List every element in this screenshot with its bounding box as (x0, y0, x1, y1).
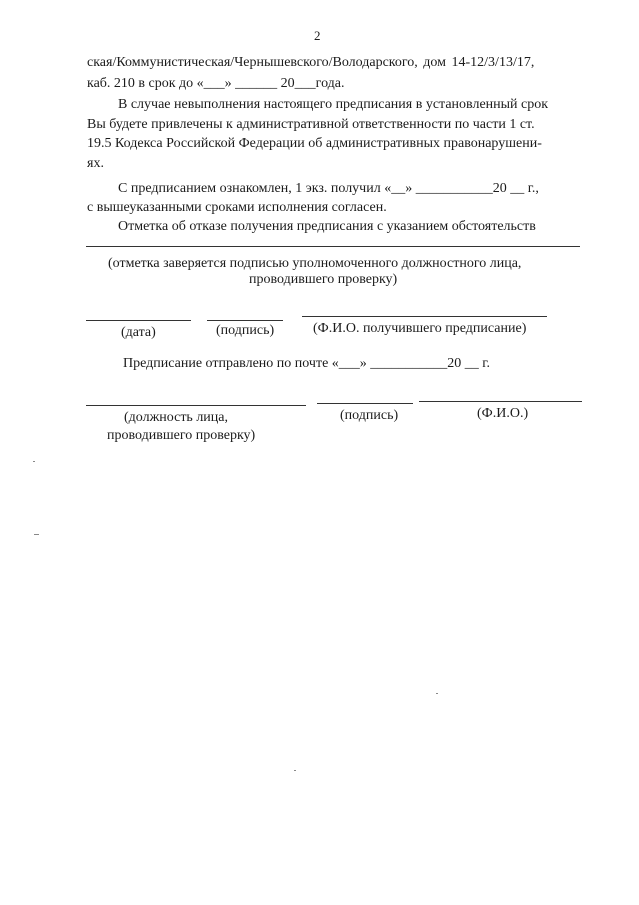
text-line-deadline: каб. 210 в срок до «___» ______ 20___года. (87, 76, 345, 91)
page-number: 2 (314, 28, 321, 43)
scan-speck (34, 534, 39, 535)
text-line-refusal-note: Отметка об отказе получения предписания с указанием обстоятельств (118, 219, 536, 234)
caption-certified-line-1: (отметка заверяется подписью уполномоченного должностного лица, (108, 256, 522, 271)
signature-line-fio (302, 316, 547, 317)
text-line-warning-3: 19.5 Кодекса Российской Федерации об административных правонарушени- (87, 136, 542, 151)
text-line-agreed: с вышеуказанными сроками исполнения согласен. (87, 200, 387, 215)
text-line-warning-2: Вы будете привлечены к административной ответственности по части 1 ст. (87, 117, 535, 132)
inspector-fio-label: (Ф.И.О.) (477, 406, 529, 421)
signature-line-signature (207, 320, 283, 321)
signature-line-signature-2 (317, 403, 413, 404)
signature-label: (подпись) (216, 323, 275, 338)
caption-certified-line-2: проводившего проверку) (249, 272, 398, 287)
signature-line-date (86, 320, 191, 321)
signature-label-2: (подпись) (340, 408, 399, 423)
text-line-warning-1: В случае невыполнения настоящего предписания в установленный срок (118, 97, 549, 112)
scan-speck (294, 770, 296, 771)
refusal-underline (86, 246, 580, 247)
text-line-address: ская/Коммунистическая/Чернышевского/Володарского, дом 14-12/3/13/17, (87, 55, 535, 70)
position-label-line-2: проводившего проверку) (107, 428, 256, 443)
signature-line-fio-2 (419, 401, 582, 402)
text-line-acknowledged: С предписанием ознакомлен, 1 экз. получил «__» ___________20 __ г., (118, 181, 539, 196)
signature-line-position (86, 405, 306, 406)
scan-speck (33, 461, 35, 462)
text-line-warning-4: ях. (87, 156, 104, 171)
recipient-fio-label: (Ф.И.О. получившего предписание) (313, 321, 527, 336)
scan-speck (436, 693, 438, 694)
position-label-line-1: (должность лица, (124, 410, 229, 425)
date-label: (дата) (121, 325, 156, 340)
mail-sent-line: Предписание отправлено по почте «___» ___________20 __ г. (123, 356, 490, 371)
